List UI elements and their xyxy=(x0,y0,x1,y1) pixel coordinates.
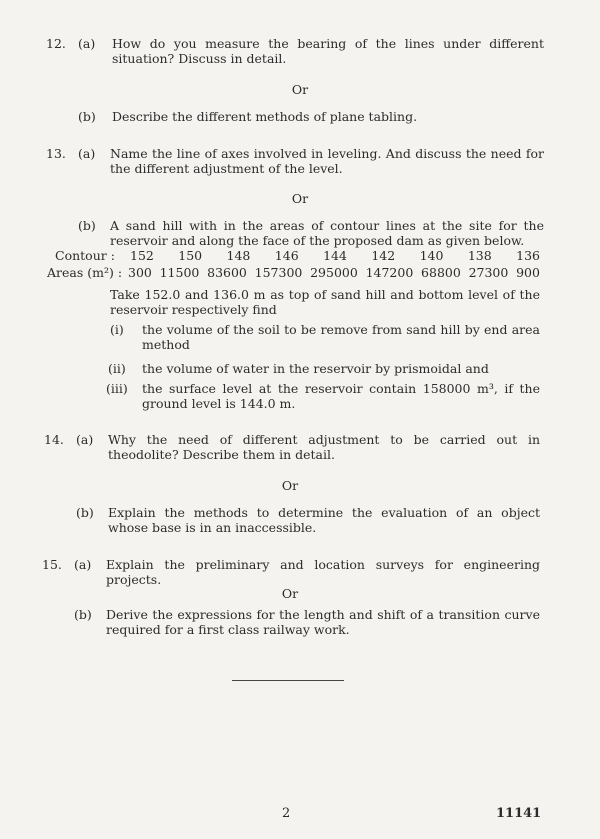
area-value: 27300 xyxy=(468,265,509,280)
page-number: 2 xyxy=(282,806,291,821)
question-text: Describe the different methods of plane tabling. xyxy=(112,109,418,124)
area-value: 900 xyxy=(516,265,540,280)
question-number: 13. xyxy=(46,146,66,161)
question-text: A sand hill with in the areas of contour lines at the site for the reservoir and along the face of the proposed dam as given below. xyxy=(110,218,544,248)
item-text: the volume of water in the reservoir by prismoidal and xyxy=(142,361,489,376)
part-label: (a) xyxy=(74,557,92,572)
part-label: (a) xyxy=(78,36,96,51)
or-separator: Or xyxy=(281,478,299,493)
question-text: Explain the methods to determine the evaluation of an object whose base is in an inaccessible. xyxy=(108,505,540,535)
item-text: the surface level at the reservoir contain 158000 m³, if the ground level is 144.0 m. xyxy=(142,381,540,411)
contour-value: 146 xyxy=(274,248,299,263)
part-label: (b) xyxy=(74,607,92,622)
or-separator: Or xyxy=(291,191,309,206)
area-value: 68800 xyxy=(421,265,461,280)
contour-label: Contour : xyxy=(55,248,115,263)
question-number: 15. xyxy=(42,557,62,572)
item-label: (ii) xyxy=(108,361,126,376)
question-number: 14. xyxy=(44,432,64,447)
area-value: 147200 xyxy=(365,265,414,280)
item-label: (iii) xyxy=(106,381,128,396)
contour-value: 148 xyxy=(226,248,251,263)
areas-values xyxy=(128,265,540,280)
question-text: Take 152.0 and 136.0 m as top of sand hill and bottom level of the reservoir respectively find xyxy=(110,287,540,317)
question-text: Derive the expressions for the length and shift of a transition curve required for a first class railway work. xyxy=(106,607,540,637)
area-value: 83600 xyxy=(207,265,247,280)
areas-label: Areas (m²) : xyxy=(47,265,123,280)
part-label: (a) xyxy=(78,146,96,161)
area-value: 11500 xyxy=(159,265,200,280)
part-label: (b) xyxy=(78,218,96,233)
or-separator: Or xyxy=(291,82,309,97)
contour-value: 136 xyxy=(516,248,540,263)
contour-value: 142 xyxy=(371,248,396,263)
area-value: 295000 xyxy=(310,265,358,280)
part-label: (b) xyxy=(78,109,96,124)
part-label: (b) xyxy=(76,505,94,520)
area-value: 157300 xyxy=(254,265,303,280)
paper-code: 11141 xyxy=(496,806,542,821)
question-number: 12. xyxy=(46,36,66,51)
contour-value: 144 xyxy=(323,248,347,263)
contour-value: 138 xyxy=(467,248,492,263)
contour-value: 152 xyxy=(130,248,154,263)
question-text: Explain the preliminary and location surveys for engineering projects. xyxy=(106,557,540,587)
contour-value: 140 xyxy=(419,248,444,263)
contour-value: 150 xyxy=(178,248,203,263)
question-text: Why the need of different adjustment to be carried out in theodolite? Describe them in detail. xyxy=(108,432,540,462)
part-label: (a) xyxy=(76,432,94,447)
question-text: Name the line of axes involved in leveling. And discuss the need for the different adjustment of the level. xyxy=(110,146,544,176)
question-text: How do you measure the bearing of the lines under different situation? Discuss in detail. xyxy=(112,36,544,66)
item-label: (i) xyxy=(110,322,124,337)
area-value: 300 xyxy=(128,265,152,280)
end-rule xyxy=(232,680,344,681)
or-separator: Or xyxy=(281,586,299,601)
contour-values xyxy=(130,248,540,263)
item-text: the volume of the soil to be remove from sand hill by end area method xyxy=(142,322,540,352)
